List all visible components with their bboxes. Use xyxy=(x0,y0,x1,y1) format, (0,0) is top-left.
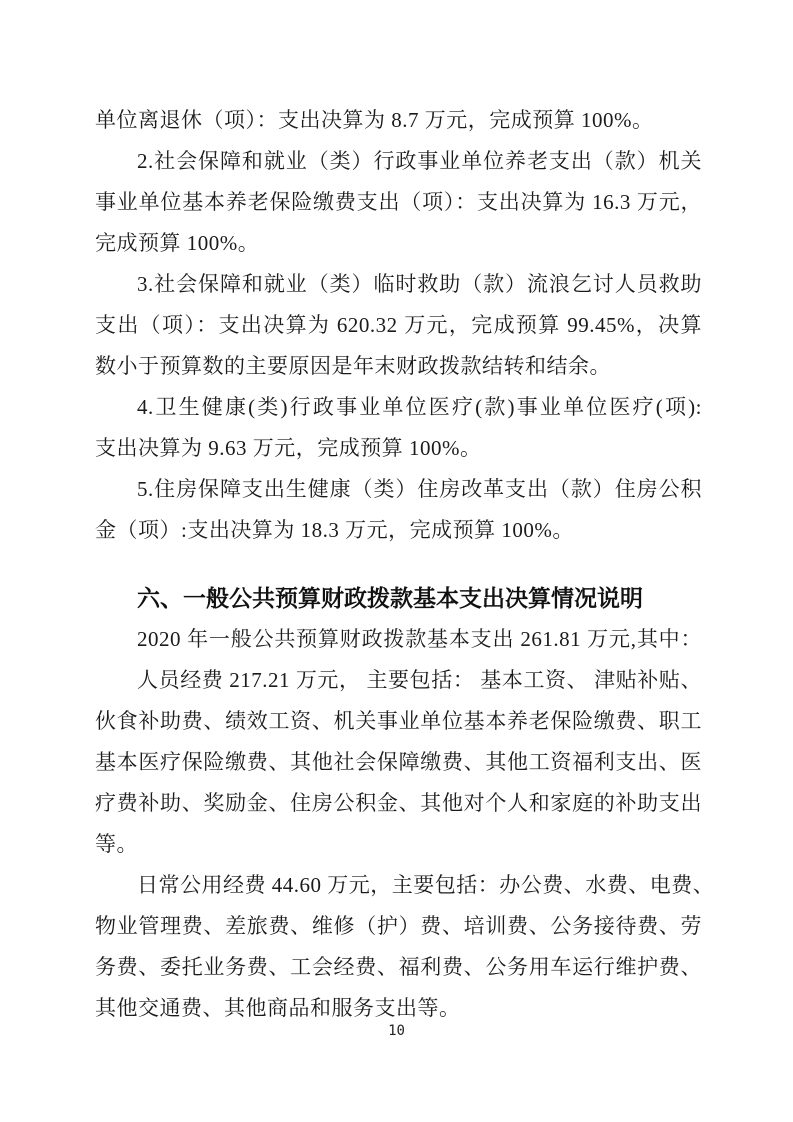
text-line: 单位离退休（项）：支出决算为 8.7 万元，完成预算 100%。 xyxy=(95,108,654,132)
document-body xyxy=(95,100,715,1029)
paragraph xyxy=(95,100,702,141)
text-line: 4.卫生健康(类)行政事业单位医疗(款)事业单位医疗(项): xyxy=(137,395,702,419)
text-line: 其他交通费、其他商品和服务支出等。 xyxy=(95,996,461,1020)
paragraph xyxy=(95,469,702,551)
text-line: 5.住房保障支出生健康（类）住房改革支出（款）住房公积 xyxy=(137,477,702,501)
text-line: 完成预算 100%。 xyxy=(95,231,260,255)
paragraph xyxy=(95,264,702,387)
text-line: 数小于预算数的主要原因是年末财政拨款结转和结余。 xyxy=(95,354,611,378)
text-line: 日常公用经费 44.60 万元，主要包括：办公费、水费、电费、 xyxy=(137,873,715,897)
text-line: 2.社会保障和就业（类）行政事业单位养老支出（款）机关 xyxy=(137,149,702,173)
section-heading: 六、一般公共预算财政拨款基本支出决算情况说明 xyxy=(137,585,643,611)
text-line: 金（项）:支出决算为 18.3 万元，完成预算 100%。 xyxy=(95,518,574,542)
page-number: 10 xyxy=(388,1023,405,1039)
text-line: 疗费补助、奖励金、住房公积金、其他对个人和家庭的补助支出 xyxy=(95,791,702,815)
text-line: 事业单位基本养老保险缴费支出（项）：支出决算为 16.3 万元， xyxy=(95,190,702,214)
text-line: 基本医疗保险缴费、其他社会保障缴费、其他工资福利支出、医 xyxy=(95,750,702,774)
text-line: 物业管理费、差旅费、维修（护）费、培训费、公务接待费、劳 xyxy=(95,914,702,938)
text-line: 3.社会保障和就业（类）临时救助（款）流浪乞讨人员救助 xyxy=(137,272,702,296)
text-line: 等。 xyxy=(95,832,138,856)
paragraph xyxy=(95,141,702,264)
text-line: 支出决算为 9.63 万元，完成预算 100%。 xyxy=(95,436,482,460)
text-line: 伙食补助费、绩效工资、机关事业单位基本养老保险缴费、职工 xyxy=(95,709,702,733)
paragraph xyxy=(95,619,702,660)
text-line: 2020 年一般公共预算财政拨款基本支出 261.81 万元,其中： xyxy=(137,627,702,651)
text-line: 人员经费 217.21 万元， 主要包括： 基本工资、 津贴补贴、 xyxy=(137,668,702,692)
paragraph xyxy=(95,387,702,469)
paragraph xyxy=(95,865,715,1029)
paragraph xyxy=(95,660,702,865)
text-line: 支出（项）：支出决算为 620.32 万元，完成预算 99.45%，决算 xyxy=(95,313,702,337)
text-line: 务费、委托业务费、工会经费、福利费、公务用车运行维护费、 xyxy=(95,955,702,979)
